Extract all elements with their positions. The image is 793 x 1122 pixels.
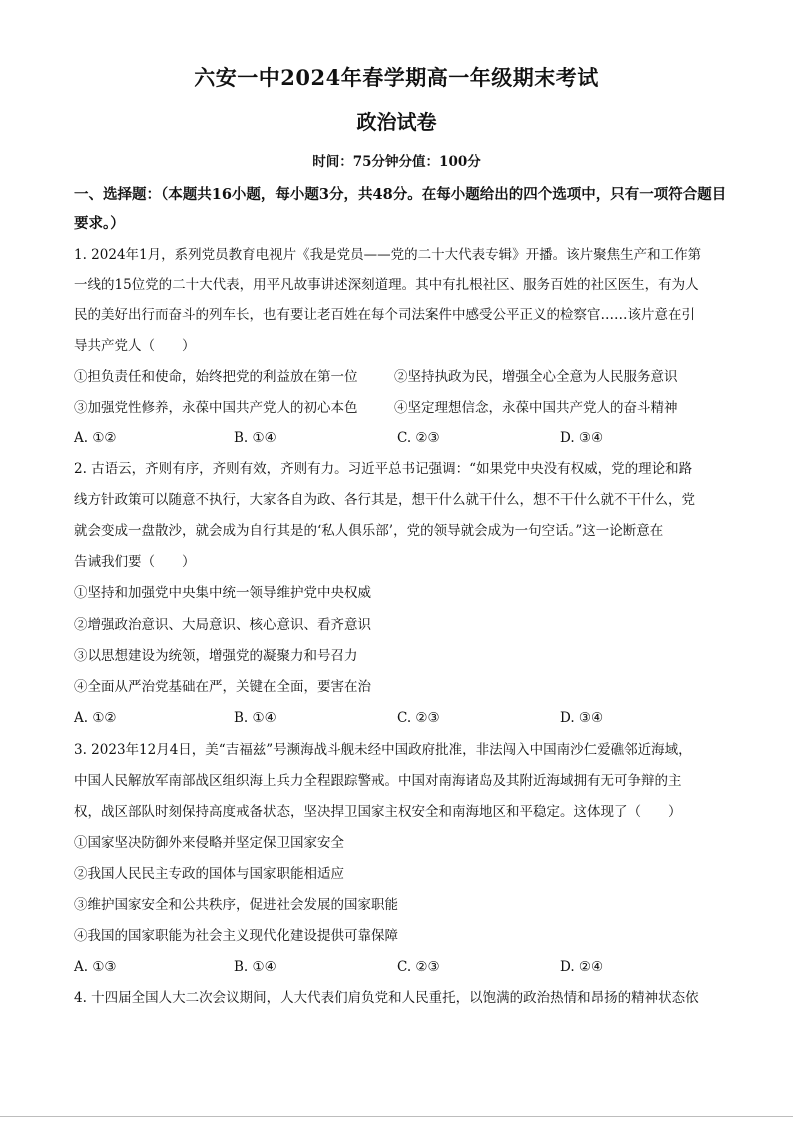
q3-option-a: A. ①③ [74, 959, 117, 975]
q2-statement-3: ③以思想建设为统领，增强党的凝聚力和号召力 [74, 648, 358, 664]
q2-option-c: C. ②③ [397, 710, 440, 726]
q3-stem-line-2: 中国人民解放军南部战区组织海上兵力全程跟踪警戒。中国对南海诸岛及其附近海域拥有无可争辩的主 [74, 773, 682, 789]
q2-stem-line-1: 2. 古语云，齐则有序，齐则有效，齐则有力。习近平总书记强调：“如果党中央没有权威，党的理论和路 [74, 461, 693, 477]
q1-stem-line-1: 1. 2024年1月，系列党员教育电视片《我是党员——党的二十大代表专辑》开播。该片聚焦生产和工作第 [74, 247, 702, 263]
q1-option-a: A. ①② [74, 430, 117, 446]
q2-statement-2: ②增强政治意识、大局意识、核心意识、看齐意识 [74, 617, 371, 633]
q1-option-b: B. ①④ [234, 430, 277, 446]
q3-statement-3: ③维护国家安全和公共秩序，促进社会发展的国家职能 [74, 897, 398, 913]
q1-stem-line-4: 导共产党人（ ） [74, 338, 196, 354]
q1-option-c: C. ②③ [397, 430, 440, 446]
exam-title: 六安一中2024年春学期高一年级期末考试 [194, 65, 599, 90]
q2-option-b: B. ①④ [234, 710, 277, 726]
q1-statement-4: ④坚定理想信念，永葆中国共产党人的奋斗精神 [394, 400, 678, 416]
q4-stem-line-1: 4. 十四届全国人大二次会议期间，人大代表们肩负党和人民重托，以饱满的政治热情和昂扬的精神状态依 [74, 990, 699, 1006]
q2-statement-4: ④全面从严治党基础在严，关键在全面，要害在治 [74, 679, 371, 695]
q1-stem-line-2: 一线的15位党的二十大代表，用平凡故事讲述深刻道理。其中有扎根社区、服务百姓的社区医生，有为人 [74, 277, 699, 293]
q1-statement-2: ②坚持执政为民，增强全心全意为人民服务意识 [394, 369, 678, 385]
q3-option-c: C. ②③ [397, 959, 440, 975]
q1-option-d: D. ③④ [560, 430, 604, 446]
q1-statement-3: ③加强党性修养，永葆中国共产党人的初心本色 [74, 400, 358, 416]
q1-statement-1: ①担负责任和使命，始终把党的利益放在第一位 [74, 369, 358, 385]
q2-stem-line-2: 线方针政策可以随意不执行，大家各自为政、各行其是，想干什么就干什么，想不干什么就不干什么，党 [74, 492, 695, 508]
q3-statement-4: ④我国的国家职能为社会主义现代化建设提供可靠保障 [74, 928, 398, 944]
q3-stem-line-1: 3. 2023年12月4日，美“吉福兹”号濒海战斗舰未经中国政府批准，非法闯入中国南沙仁爱礁邻近海域， [74, 742, 692, 758]
q3-option-b: B. ①④ [234, 959, 277, 975]
page-bottom-divider [0, 1116, 793, 1117]
q2-stem-line-4: 告诫我们要（ ） [74, 554, 196, 570]
q3-statement-1: ①国家坚决防御外来侵略并坚定保卫国家安全 [74, 835, 344, 851]
q2-statement-1: ①坚持和加强党中央集中统一领导维护党中央权威 [74, 585, 371, 601]
exam-time-score: 时间：75分钟分值：100分 [312, 154, 481, 170]
exam-subject: 政治试卷 [356, 110, 437, 134]
q2-option-d: D. ③④ [560, 710, 604, 726]
q2-stem-line-3: 就会变成一盘散沙，就会成为自行其是的‘私人俱乐部’，党的领导就会成为一句空话。”这一论断意在 [74, 523, 664, 539]
q2-option-a: A. ①② [74, 710, 117, 726]
q3-option-d: D. ②④ [560, 959, 604, 975]
q1-stem-line-3: 民的美好出行而奋斗的列车长，也有要让老百姓在每个司法案件中感受公平正义的检察官……该片意在引 [74, 307, 695, 323]
section-heading: 一、选择题：（本题共16小题，每小题3分，共48分。在每小题给出的四个选项中，只有一项符合题目要求。） [74, 186, 727, 232]
q3-statement-2: ②我国人民民主专政的国体与国家职能相适应 [74, 866, 344, 882]
q3-stem-line-3: 权，战区部队时刻保持高度戒备状态，坚决捍卫国家主权安全和南海地区和平稳定。这体现了（ ） [74, 804, 682, 820]
